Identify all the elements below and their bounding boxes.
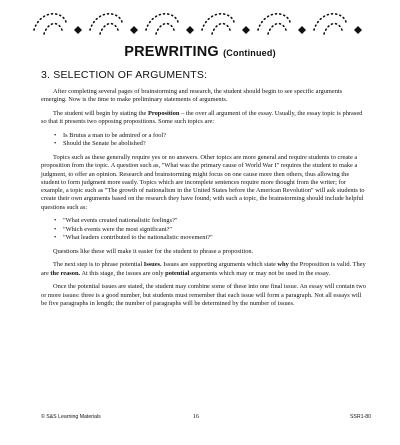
list-item: • "What leaders contributed to the nationalistic movement?": [63, 234, 367, 242]
page-title-main: PREWRITING: [124, 44, 219, 60]
paragraph-issues: [41, 261, 367, 278]
text-run: The next step is to phrase potential: [53, 261, 144, 269]
text-run: The student will begin by stating the: [53, 109, 148, 117]
page-title: [0, 44, 400, 60]
paragraph-proposition: [41, 110, 367, 127]
footer-page-number: 16: [193, 414, 199, 420]
list-item: • Should the Senate be abolished?: [63, 140, 367, 148]
page-title-suffix: (Continued): [223, 48, 276, 58]
question-list: [41, 217, 367, 242]
paragraph-intro: After completing several pages of brainstorming and research, the student should begin to see specific arguments emerging. Now is the time to make preliminary statements of arguments.: [41, 88, 343, 104]
page-footer: [41, 414, 371, 424]
text-run: Issues are supporting arguments which state: [161, 261, 278, 269]
term-proposition: Proposition: [147, 109, 180, 117]
document-body: [41, 88, 367, 314]
text-run: At this stage, the issues are only: [80, 269, 166, 277]
text-run: – the over all argument of the essay. Usually, the essay topic is phrased so that it presents two opposing propositions. Some such topics are:: [41, 109, 363, 126]
section-heading: 3. SELECTION OF ARGUMENTS:: [41, 69, 208, 81]
topic-list: [41, 132, 367, 149]
text-run: arguments which may or may not be used in the essay.: [189, 269, 331, 277]
term-reason: the reason.: [50, 269, 81, 277]
paragraph-final-issues: Once the potential issues are stated, the student may combine some of these into one final issue. An essay will contain two or more issues: three is a good number, but students must remember that each issue will form a paragraph. Not all essays will be five paragraphs in length; the number of paragraphs will be determined by the number of issues.: [41, 283, 366, 307]
list-item: • "Which events were the most significant?": [63, 226, 367, 234]
text-run: the Proposition is valid. They are: [41, 261, 366, 277]
term-why: why: [277, 261, 289, 269]
term-issues: Issues.: [143, 261, 162, 269]
paragraph-topics: Topics such as these generally require yes or no answers. Other topics are more general and require students to create a proposition from the topic. A question such as, "What was the primary cause of World War I" requires the student to make a judgment, to offer an opinion. Research and brainstorming might focus on one cause more then others, thus allowing the student to form judgment more easily. Topics which are incomplete sentences require more thought from the writer; for example, a topic such as "The growth of nationalism in the United States before the American Revolution" will ask students to create their own arguments based on the research they have found; with such a topic, the brainstorming should include helpful questions such as:: [41, 153, 365, 211]
term-potential: potential: [165, 269, 190, 277]
list-item: • Is Brutus a man to be admired or a fool?: [63, 132, 367, 140]
list-item: • "What events created nationalistic feelings?": [63, 217, 367, 225]
paragraph-questions: Questions like these will make it easier for the student to phrase a proposition.: [53, 247, 254, 255]
decorative-border: [28, 4, 372, 42]
footer-copyright: © S&S Learning Materials: [41, 414, 101, 420]
footer-code: SSR1-80: [349, 414, 371, 420]
